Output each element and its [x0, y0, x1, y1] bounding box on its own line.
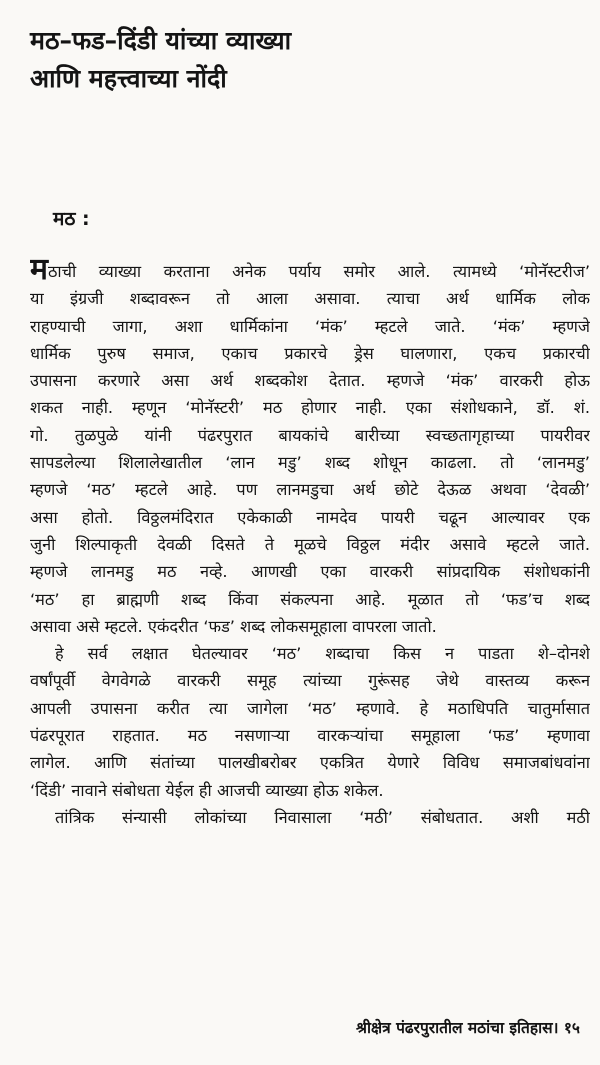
- section-heading: मठ :: [53, 208, 90, 230]
- text-line: धार्मिक पुरुष समाज, एकाच प्रकारचे ड्रेस घालणारा, एकच प्रकारची: [30, 343, 590, 363]
- drop-cap: म: [30, 258, 48, 286]
- text-line: ‘मठ’ हा ब्राह्मणी शब्द किंवा संकल्पना आहे. मूळात तो ‘फड’च शब्द: [30, 589, 590, 609]
- text-line: उपासना करणारे असा अर्थ शब्दकोश देतात. म्हणजे ‘मंक’ वारकरी होऊ: [30, 371, 590, 391]
- text-line: म्हणजे ‘मठ’ म्हटले आहे. पण लानमडुचा अर्थ छोटे देऊळ अथवा ‘देवळी’: [30, 480, 590, 500]
- chapter-title: [30, 22, 580, 98]
- text-line: शकत नाही. म्हणून ‘मोनॅस्टरी’ मठ होणार नाही. एका संशोधकाने, डॉ. शं.: [30, 398, 590, 418]
- text-line: सापडलेल्या शिलालेखातील ‘लान मडु’ शब्द शोधून काढला. तो ‘लानमडु’: [30, 453, 590, 473]
- text-line: [30, 258, 590, 285]
- text-line: लागेल. आणि संतांच्या पालखीबरोबर एकत्रित येणारे विविध समाजबांधवांना: [30, 753, 590, 773]
- text-line: तांत्रिक संन्यासी लोकांच्या निवासाला ‘मठी’ संबोधतात. अशी मठी: [55, 807, 590, 827]
- body-text: [30, 258, 590, 831]
- running-footer: श्रीक्षेत्र पंढरपुरातील मठांचा इतिहास। १५: [356, 1019, 580, 1037]
- text-line: हे सर्व लक्षात घेतल्यावर ‘मठ’ शब्दाचा किस न पाडता शे–दोनशे: [55, 644, 590, 664]
- text-line: या इंग्रजी शब्दावरून तो आला असावा. त्याचा अर्थ धार्मिक लोक: [30, 289, 590, 309]
- text-line: असावा असे म्हटले. एकंदरीत ‘फड’ शब्द लोकसमूहाला वापरला जातो.: [30, 616, 437, 636]
- text-line: म्हणजे लानमडु मठ नव्हे. आणखी एका वारकरी सांप्रदायिक संशोधकांनी: [30, 562, 590, 582]
- text-line: ‘दिंडी’ नावाने संबोधता येईल ही आजची व्याख्या होऊ शकेल.: [30, 780, 384, 800]
- chapter-title-line-1: मठ–फड–दिंडी यांच्या व्याख्या: [30, 26, 292, 55]
- text-line: असा होतो. विठ्ठलमंदिरात एकेकाळी नामदेव पायरी चढून आल्यावर एक: [30, 507, 590, 527]
- text-line-content: ठाची व्याख्या करताना अनेक पर्याय समोर आले. त्यामध्ये ‘मोनॅस्टरीज’: [47, 262, 590, 281]
- chapter-title-line-2: आणि महत्त्वाच्या नोंदी: [30, 64, 227, 93]
- text-line: जुनी शिल्पाकृती देवळी दिसते ते मूळचे विठ्ठल मंदीर असावे म्हटले जाते.: [30, 534, 590, 554]
- text-line: पंढरपूरात राहतात. मठ नसणाऱ्या वारकऱ्यांचा समूहाला ‘फड’ म्हणावा: [30, 726, 590, 746]
- text-line: आपली उपासना करीत त्या जागेला ‘मठ’ म्हणावे. हे मठाधिपति चातुर्मासात: [30, 698, 590, 718]
- text-line: गो. तुळपुळे यांनी पंढरपुरात बायकांचे बारीच्या स्वच्छतागृहाच्या पायरीवर: [30, 425, 590, 445]
- text-line: वर्षांपूर्वी वेगवेगळे वारकरी समूह त्यांच्या गुरूंसह जेथे वास्तव्य करून: [30, 671, 590, 691]
- text-line: राहण्याची जागा, अशा धार्मिकांना ‘मंक’ म्हटले जाते. ‘मंक’ म्हणजे: [30, 316, 590, 336]
